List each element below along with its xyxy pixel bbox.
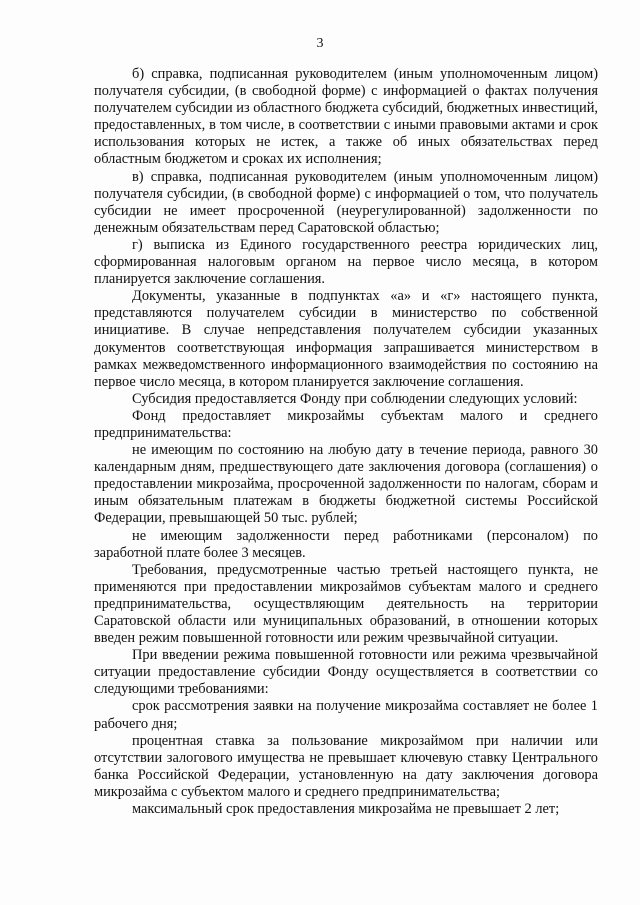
paragraph-b-certificate-subsidies: б) справка, подписанная руководителем (иным уполномоченным лицом) получателя субсидии, (в свободной форме) с информацией о фактах получения получателем субсидии из областного бюджета субсидий, бюджетных инвестиций, предоставленных, в том числе, в соответствии с иными правовыми актами и срок использования которых не истек, а также об иных обязательствах перед областным бюджетом и сроках их исполнения;	[94, 66, 598, 168]
paragraph-interest-rate: процентная ставка за пользование микрозаймом при наличии или отсутствии залогового имущества не превышает ключевую ставку Центрального банка Российской Федерации, установленную на дату заключения договора микрозайма с субъектом малого и среднего предпринимательства;	[94, 732, 598, 800]
paragraph-no-tax-debt: не имеющим по состоянию на любую дату в течение периода, равного 30 календарным дням, предшествующего дате заключения договора (соглашения) о предоставлении микрозайма, просроченной задолженности по налогам, сборам и иным обязательным платежам в бюджеты бюджетной системы Российской Федерации, превышающей 50 тыс. рублей;	[94, 442, 598, 527]
paragraph-max-term: максимальный срок предоставления микрозайма не превышает 2 лет;	[132, 801, 560, 818]
paragraph-emergency-regime: При введении режима повышенной готовности или режима чрезвычайной ситуации предоставление субсидии Фонду осуществляется в соответствии со следующими требованиями:	[94, 647, 598, 698]
paragraph-requirements-exemption: Требования, предусмотренные частью третьей настоящего пункта, не применяются при предоставлении микрозаймов субъектам малого и среднего предпринимательства, осуществляющим деятельность на территории Саратовской области или муниципальных образований, в отношении которых введен режим повышенной готовности или режим чрезвычайной ситуации.	[94, 561, 598, 647]
paragraph-fund-microloans: Фонд предоставляет микрозаймы субъектам малого и среднего предпринимательства:	[94, 407, 598, 441]
paragraph-v-certificate-no-debt: в) справка, подписанная руководителем (иным уполномоченным лицом) получателя субсидии, (в свободной форме) с информацией о том, что получатель субсидии не имеет просроченной (неурегулированной) задолженности по денежным обязательствам перед Саратовской областью;	[94, 168, 598, 236]
page-number: 3	[316, 36, 324, 51]
paragraph-g-registry-extract: г) выписка из Единого государственного реестра юридических лиц, сформированная налоговым органом на первое число месяца, в котором планируется заключение соглашения.	[94, 236, 598, 288]
paragraph-subsidy-conditions: Субсидия предоставляется Фонду при соблюдении следующих условий:	[132, 390, 578, 407]
paragraph-review-period: срок рассмотрения заявки на получение микрозайма составляет не более 1 рабочего дня;	[94, 698, 598, 732]
document-body	[94, 66, 598, 818]
paragraph-documents-submission: Документы, указанные в подпунктах «а» и «г» настоящего пункта, представляются получателем субсидии в министерство по собственной инициативе. В случае непредставления получателем субсидии указанных документов соответствующая информация запрашивается министерством в рамках межведомственного информационного взаимодействия по состоянию на первое число месяца, в котором планируется заключение соглашения.	[94, 288, 598, 390]
paragraph-no-wage-debt: не имеющим задолженности перед работниками (персоналом) по заработной плате более 3 месяцев.	[94, 527, 598, 561]
